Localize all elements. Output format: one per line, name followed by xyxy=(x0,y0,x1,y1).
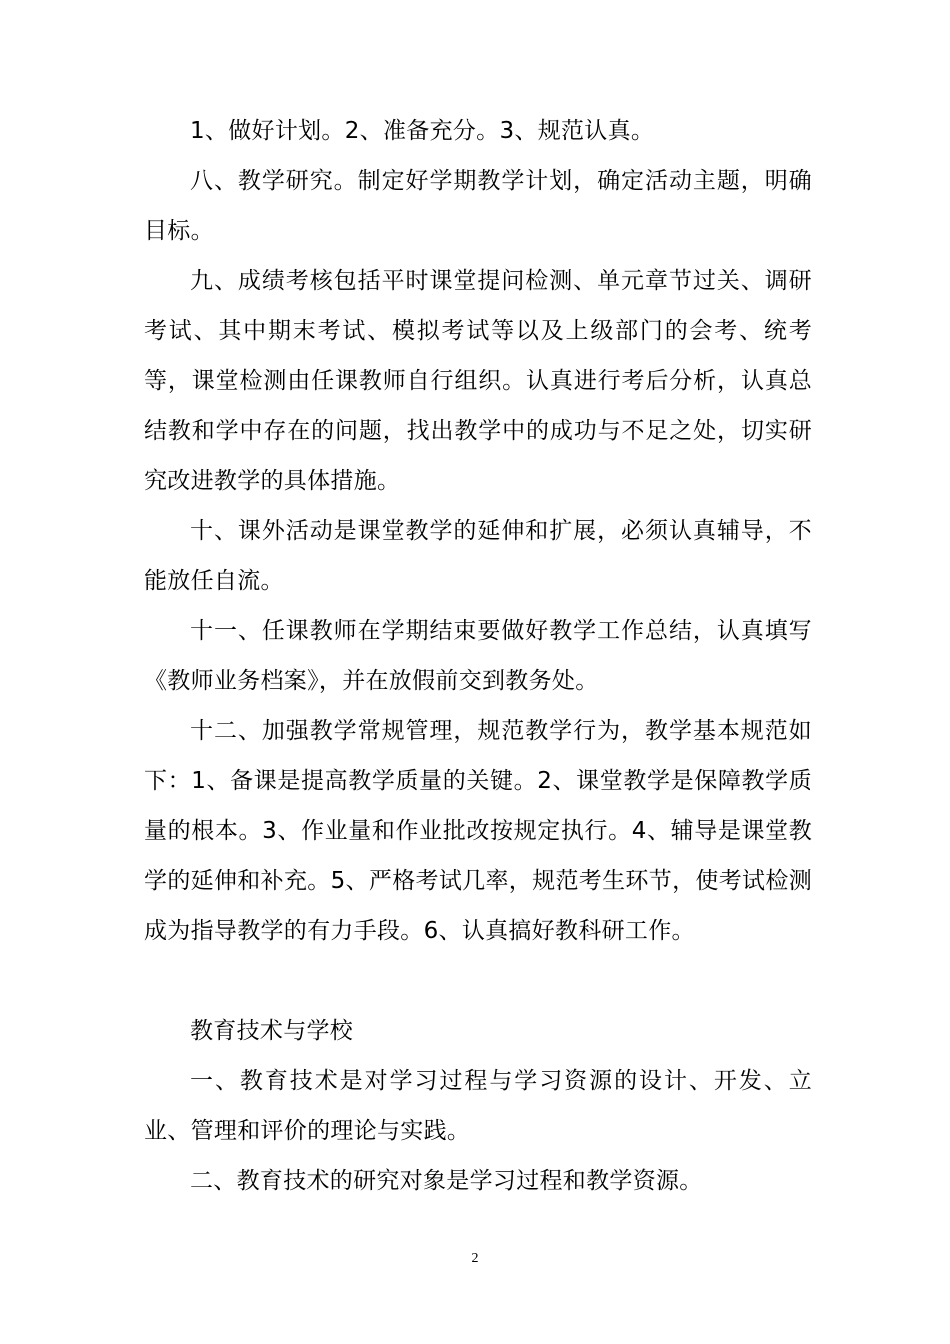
paragraph: 十一、任课教师在学期结束要做好教学工作总结，认真填写《教师业务档案》，并在放假前交到教务处。 xyxy=(144,618,812,694)
paragraph: 八、教学研究。制定好学期教学计划，确定活动主题，明确目标。 xyxy=(144,168,812,244)
paragraph: 1、做好计划。2、准备充分。3、规范认真。 xyxy=(190,118,655,144)
section-title: 教育技术与学校 xyxy=(190,1018,354,1044)
document-body xyxy=(144,106,812,1206)
paragraph: 十、课外活动是课堂教学的延伸和扩展，必须认真辅导，不能放任自流。 xyxy=(144,518,812,594)
paragraph: 一、教育技术是对学习过程与学习资源的设计、开发、立业、管理和评价的理论与实践。 xyxy=(144,1068,812,1144)
paragraph: 九、成绩考核包括平时课堂提问检测、单元章节过关、调研考试、其中期末考试、模拟考试等以及上级部门的会考、统考等，课堂检测由任课教师自行组织。认真进行考后分析，认真总结教和学中存在的问题，找出教学中的成功与不足之处，切实研究改进教学的具体措施。 xyxy=(144,268,812,494)
section-spacer xyxy=(144,956,812,1006)
paragraph: 二、教育技术的研究对象是学习过程和教学资源。 xyxy=(190,1168,703,1194)
paragraph: 十二、加强教学常规管理，规范教学行为，教学基本规范如下：1、备课是提高教学质量的关键。2、课堂教学是保障教学质量的根本。3、作业量和作业批改按规定执行。4、辅导是课堂教学的延伸和补充。5、严格考试几率，规范考生环节，使考试检测成为指导教学的有力手段。6、认真搞好教科研工作。 xyxy=(144,718,812,944)
page-number: 2 xyxy=(471,1251,479,1266)
